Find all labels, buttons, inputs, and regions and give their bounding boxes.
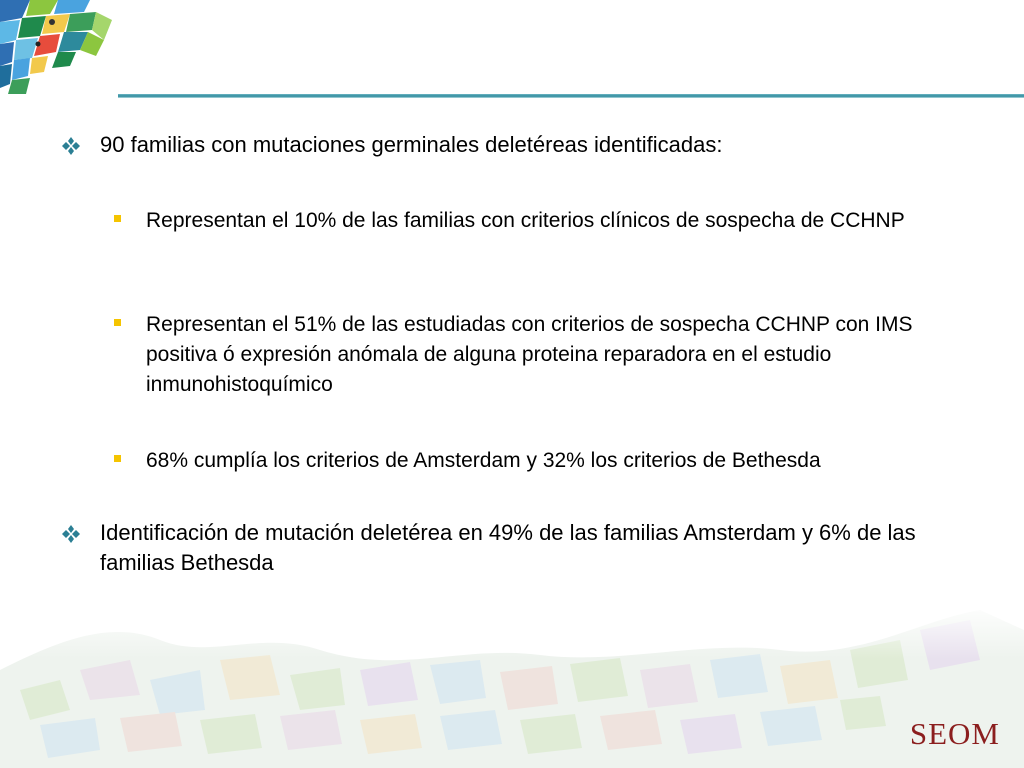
sub-bullet-text: Representan el 51% de las estudiadas con criterios de sospecha CCHNP con IMS positiva ó expresión anómala de alguna proteina reparadora en el estudio inmunohistoquímico	[146, 313, 913, 396]
sub-bullet-text: 68% cumplía los criterios de Amsterdam y 32% los criterios de Bethesda	[146, 449, 821, 472]
diamond-cluster-icon	[62, 525, 80, 543]
seom-logo: SEOM	[909, 716, 1000, 751]
footer-mosaic-decoration	[0, 600, 1024, 768]
square-bullet-icon	[114, 215, 121, 222]
sub-bullet-text: Representan el 10% de las familias con criterios clínicos de sospecha de CCHNP	[146, 209, 905, 232]
main-bullet-text: 90 familias con mutaciones germinales deletéreas identificadas:	[100, 132, 723, 157]
main-bullet-text: Identificación de mutación deletérea en 49% de las familias Amsterdam y 6% de las familias Bethesda	[100, 520, 916, 575]
square-bullet-icon	[114, 455, 121, 462]
header-rule	[118, 94, 1024, 98]
diamond-cluster-icon	[62, 137, 80, 155]
square-bullet-icon	[114, 319, 121, 326]
header-mosaic-decoration	[0, 0, 120, 96]
